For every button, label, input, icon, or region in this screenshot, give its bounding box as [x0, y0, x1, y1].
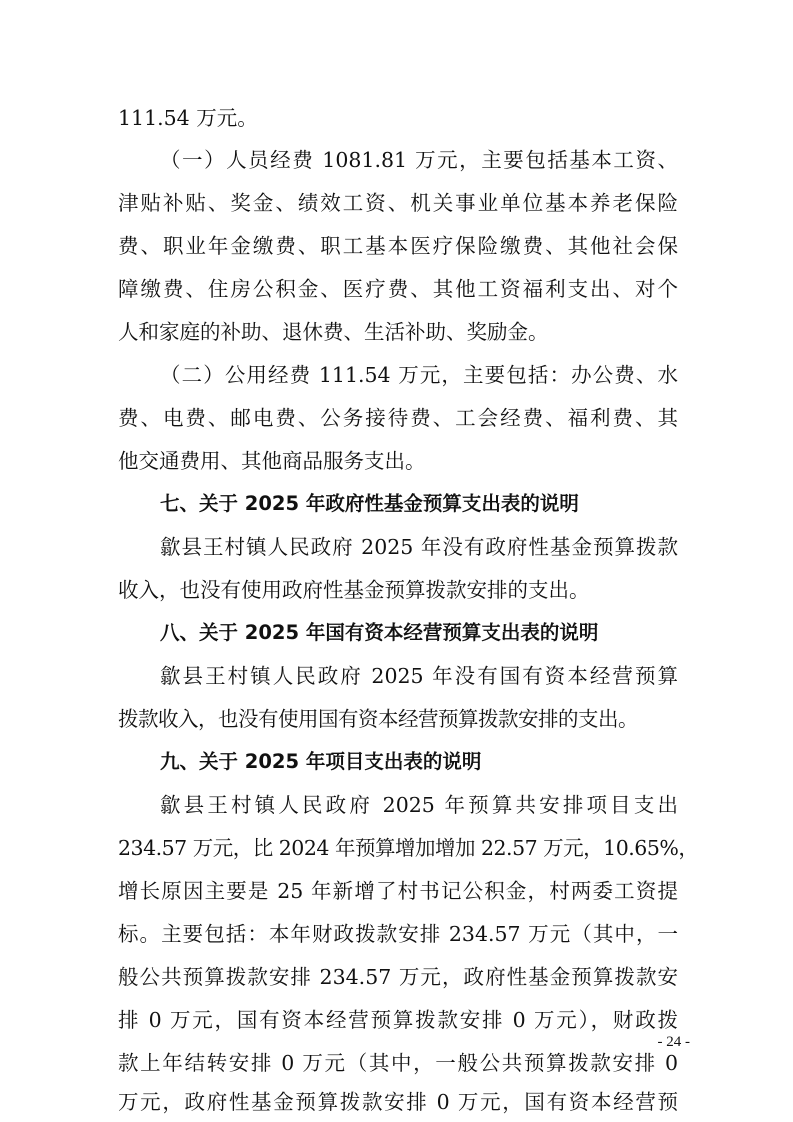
paragraph-line: 万元，政府性基金预算拨款安排 0 万元，国有资本经营预 — [118, 1090, 678, 1114]
paragraph-line: （二）公用经费 111.54 万元，主要包括：办公费、水 — [160, 363, 678, 387]
paragraph-line: 费、电费、邮电费、公务接待费、工会经费、福利费、其 — [118, 406, 678, 430]
paragraph-line: 歙县王村镇人民政府 2025 年没有政府性基金预算拨款 — [160, 535, 678, 559]
paragraph-line: 收入，也没有使用政府性基金预算拨款安排的支出。 — [118, 578, 590, 602]
paragraph-line: 费、职业年金缴费、职工基本医疗保险缴费、其他社会保 — [118, 234, 678, 258]
paragraph-line: 增长原因主要是 25 年新增了村书记公积金，村两委工资提 — [118, 879, 678, 903]
section-heading: 九、关于 2025 年项目支出表的说明 — [160, 750, 482, 773]
paragraph-line: 津贴补贴、奖金、绩效工资、机关事业单位基本养老保险 — [118, 191, 678, 215]
section-heading: 八、关于 2025 年国有资本经营预算支出表的说明 — [160, 621, 599, 644]
page-number: - 24 - — [657, 1034, 690, 1050]
paragraph-line: 歙县王村镇人民政府 2025 年预算共安排项目支出 — [160, 793, 678, 817]
section-heading: 七、关于 2025 年政府性基金预算支出表的说明 — [160, 492, 579, 515]
paragraph-line: 111.54 万元。 — [118, 106, 258, 130]
paragraph-line: 234.57 万元，比 2024 年预算增加增加 22.57 万元，10.65%， — [118, 836, 699, 860]
paragraph-line: 标。主要包括：本年财政拨款安排 234.57 万元（其中，一 — [118, 922, 678, 946]
paragraph-line: 人和家庭的补助、退休费、生活补助、奖励金。 — [118, 320, 549, 344]
paragraph-line: 拨款收入，也没有使用国有资本经营预算拨款安排的支出。 — [118, 707, 638, 731]
paragraph-line: 款上年结转安排 0 万元（其中，一般公共预算拨款安排 0 — [118, 1051, 678, 1075]
paragraph-line: 歙县王村镇人民政府 2025 年没有国有资本经营预算 — [160, 664, 678, 688]
paragraph-line: 他交通费用、其他商品服务支出。 — [118, 449, 426, 473]
paragraph-line: 排 0 万元，国有资本经营预算拨款安排 0 万元），财政拨 — [118, 1008, 678, 1032]
paragraph-line: 障缴费、住房公积金、医疗费、其他工资福利支出、对个 — [118, 277, 678, 301]
paragraph-line: （一）人员经费 1081.81 万元，主要包括基本工资、 — [160, 148, 678, 172]
paragraph-line: 般公共预算拨款安排 234.57 万元，政府性基金预算拨款安 — [118, 965, 678, 989]
